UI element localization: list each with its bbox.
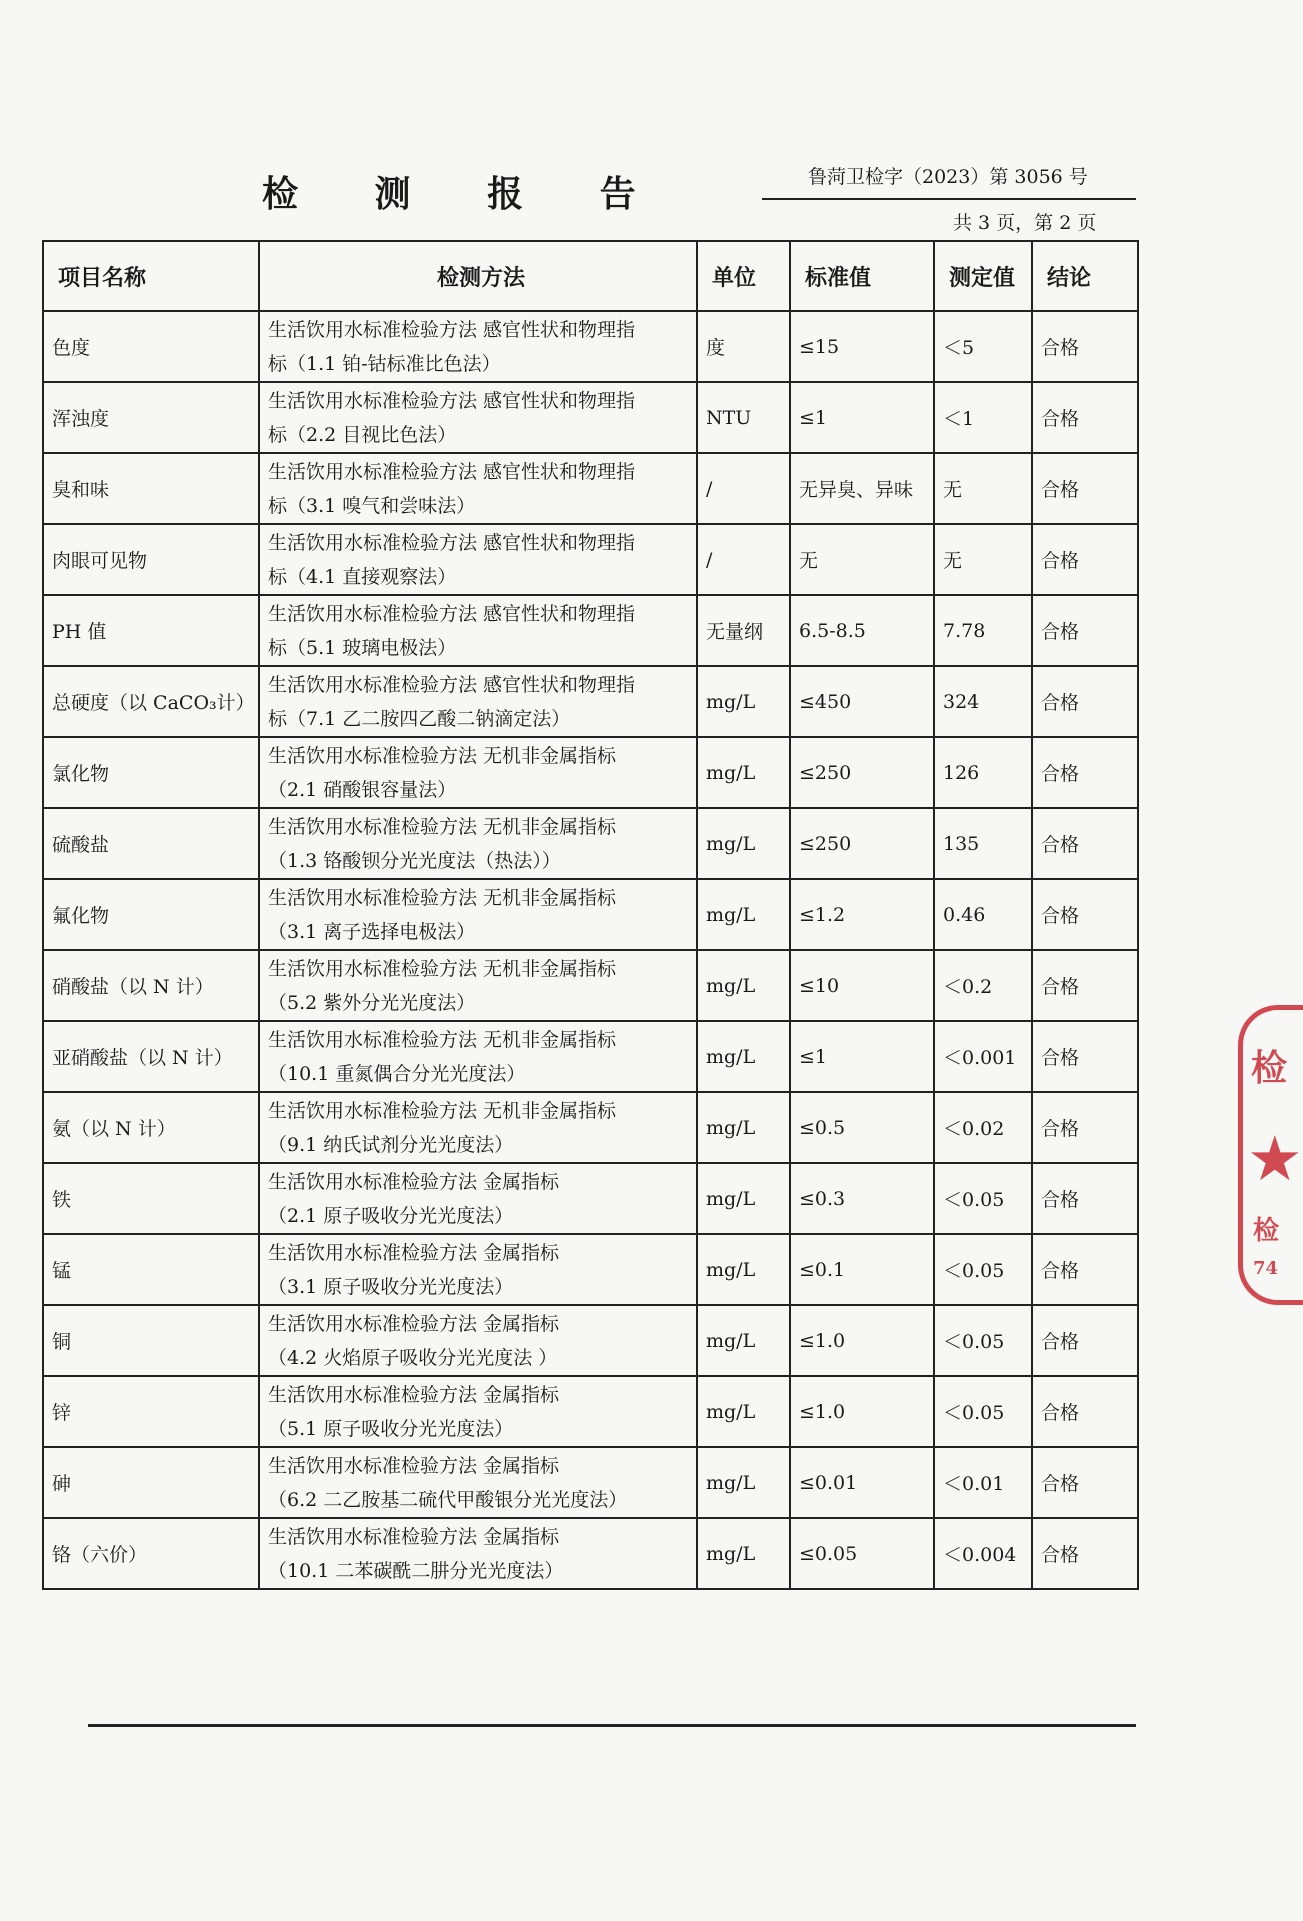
cell-standard: ≤1.0	[790, 1376, 934, 1447]
cell-item: 浑浊度	[43, 382, 259, 453]
method-line: 生活饮用水标准检验方法 金属指标	[268, 1312, 560, 1335]
method-line: （10.1 二苯碳酰二肼分光光度法）	[268, 1559, 564, 1582]
cell-standard: ≤250	[790, 737, 934, 808]
method-line: （4.2 火焰原子吸收分光光度法 ）	[268, 1346, 558, 1369]
cell-item: 氟化物	[43, 879, 259, 950]
column-header-method: 检测方法	[259, 241, 697, 311]
method-line: 生活饮用水标准检验方法 金属指标	[268, 1454, 560, 1477]
cell-standard: ≤0.1	[790, 1234, 934, 1305]
cell-result: 合格	[1032, 1234, 1138, 1305]
cell-measured: ＜0.004	[934, 1518, 1032, 1589]
cell-unit: 度	[697, 311, 790, 382]
cell-method	[259, 595, 697, 666]
header-divider	[762, 198, 1136, 200]
table-row	[43, 382, 1138, 453]
cell-measured: 126	[934, 737, 1032, 808]
cell-item: 铬（六价）	[43, 1518, 259, 1589]
cell-item: 铁	[43, 1163, 259, 1234]
method-line: 生活饮用水标准检验方法 金属指标	[268, 1383, 560, 1406]
cell-method	[259, 1305, 697, 1376]
cell-standard: ≤1	[790, 382, 934, 453]
method-line: （9.1 纳氏试剂分光光度法）	[268, 1133, 514, 1156]
cell-measured: 0.46	[934, 879, 1032, 950]
cell-standard: ≤1.0	[790, 1305, 934, 1376]
seal-text-mid: 检	[1253, 1216, 1280, 1246]
method-line: 生活饮用水标准检验方法 金属指标	[268, 1170, 560, 1193]
method-line: 生活饮用水标准检验方法 金属指标	[268, 1525, 560, 1548]
cell-unit: /	[697, 524, 790, 595]
cell-result: 合格	[1032, 382, 1138, 453]
cell-unit: /	[697, 453, 790, 524]
report-number: 鲁菏卫检字（2023）第 3056 号	[808, 166, 1088, 188]
cell-item: 肉眼可见物	[43, 524, 259, 595]
cell-method	[259, 666, 697, 737]
table-row	[43, 808, 1138, 879]
cell-item: 硝酸盐（以 N 计）	[43, 950, 259, 1021]
table-row	[43, 1092, 1138, 1163]
cell-measured: 135	[934, 808, 1032, 879]
method-line: 生活饮用水标准检验方法 无机非金属指标	[268, 1028, 617, 1051]
table-row	[43, 950, 1138, 1021]
method-line: 生活饮用水标准检验方法 无机非金属指标	[268, 1099, 617, 1122]
column-header-item: 项目名称	[43, 241, 259, 311]
page-info: 共 3 页，第 2 页	[953, 212, 1097, 234]
cell-unit: mg/L	[697, 737, 790, 808]
method-line: 标（5.1 玻璃电极法）	[268, 636, 457, 659]
cell-item: 砷	[43, 1447, 259, 1518]
method-line: （1.3 铬酸钡分光光度法（热法））	[268, 849, 561, 872]
table-header-row	[43, 241, 1138, 311]
cell-method	[259, 1021, 697, 1092]
cell-result: 合格	[1032, 666, 1138, 737]
inspection-seal	[1238, 1005, 1303, 1305]
table-row	[43, 1447, 1138, 1518]
cell-unit: mg/L	[697, 1234, 790, 1305]
cell-result: 合格	[1032, 595, 1138, 666]
method-line: （5.2 紫外分光光度法）	[268, 991, 476, 1014]
cell-result: 合格	[1032, 737, 1138, 808]
cell-method	[259, 1092, 697, 1163]
cell-item: 臭和味	[43, 453, 259, 524]
cell-unit: mg/L	[697, 1376, 790, 1447]
cell-unit: mg/L	[697, 1447, 790, 1518]
method-line: 生活饮用水标准检验方法 感官性状和物理指	[268, 389, 636, 412]
cell-unit: mg/L	[697, 1518, 790, 1589]
cell-item: 色度	[43, 311, 259, 382]
cell-measured: ＜0.05	[934, 1163, 1032, 1234]
cell-unit: mg/L	[697, 950, 790, 1021]
table-row	[43, 1305, 1138, 1376]
cell-result: 合格	[1032, 1518, 1138, 1589]
cell-standard: 无异臭、异味	[790, 453, 934, 524]
cell-measured: ＜0.05	[934, 1376, 1032, 1447]
cell-unit: mg/L	[697, 1021, 790, 1092]
cell-result: 合格	[1032, 808, 1138, 879]
results-table	[42, 240, 1139, 1590]
method-line: 标（7.1 乙二胺四乙酸二钠滴定法）	[268, 707, 571, 730]
cell-result: 合格	[1032, 1447, 1138, 1518]
method-line: 生活饮用水标准检验方法 金属指标	[268, 1241, 560, 1264]
table-row	[43, 1376, 1138, 1447]
table-row	[43, 1234, 1138, 1305]
method-line: （2.1 原子吸收分光光度法）	[268, 1204, 514, 1227]
method-line: （10.1 重氮偶合分光光度法）	[268, 1062, 526, 1085]
cell-measured: ＜0.001	[934, 1021, 1032, 1092]
table-row	[43, 1021, 1138, 1092]
cell-standard: ≤10	[790, 950, 934, 1021]
column-header-standard: 标准值	[790, 241, 934, 311]
cell-measured: ＜1	[934, 382, 1032, 453]
cell-item: 总硬度（以 CaCO₃计）	[43, 666, 259, 737]
cell-standard: 无	[790, 524, 934, 595]
cell-standard: ≤250	[790, 808, 934, 879]
table-row	[43, 524, 1138, 595]
cell-result: 合格	[1032, 950, 1138, 1021]
cell-method	[259, 524, 697, 595]
cell-measured: ＜0.02	[934, 1092, 1032, 1163]
cell-standard: ≤15	[790, 311, 934, 382]
cell-method	[259, 1518, 697, 1589]
cell-result: 合格	[1032, 1376, 1138, 1447]
method-line: 生活饮用水标准检验方法 无机非金属指标	[268, 744, 617, 767]
table-row	[43, 595, 1138, 666]
cell-result: 合格	[1032, 1021, 1138, 1092]
method-line: （6.2 二乙胺基二硫代甲酸银分光光度法）	[268, 1488, 628, 1511]
cell-result: 合格	[1032, 1305, 1138, 1376]
column-header-measured: 测定值	[934, 241, 1032, 311]
report-title: 检 测 报 告	[262, 173, 668, 215]
method-line: 生活饮用水标准检验方法 感官性状和物理指	[268, 602, 636, 625]
table-row	[43, 879, 1138, 950]
cell-unit: mg/L	[697, 1163, 790, 1234]
cell-item: 铜	[43, 1305, 259, 1376]
cell-unit: mg/L	[697, 1092, 790, 1163]
cell-result: 合格	[1032, 879, 1138, 950]
cell-unit: mg/L	[697, 1305, 790, 1376]
cell-standard: ≤0.3	[790, 1163, 934, 1234]
cell-method	[259, 1376, 697, 1447]
method-line: （2.1 硝酸银容量法）	[268, 778, 457, 801]
cell-measured: ＜0.05	[934, 1305, 1032, 1376]
cell-result: 合格	[1032, 311, 1138, 382]
cell-item: 氯化物	[43, 737, 259, 808]
cell-standard: 6.5-8.5	[790, 595, 934, 666]
cell-measured: ＜0.05	[934, 1234, 1032, 1305]
cell-unit: NTU	[697, 382, 790, 453]
method-line: 生活饮用水标准检验方法 无机非金属指标	[268, 815, 617, 838]
method-line: 标（2.2 目视比色法）	[268, 423, 457, 446]
cell-method	[259, 950, 697, 1021]
method-line: 生活饮用水标准检验方法 感官性状和物理指	[268, 673, 636, 696]
footer-divider	[88, 1724, 1136, 1727]
cell-standard: ≤0.05	[790, 1518, 934, 1589]
cell-unit: 无量纲	[697, 595, 790, 666]
cell-item: 亚硝酸盐（以 N 计）	[43, 1021, 259, 1092]
cell-method	[259, 382, 697, 453]
cell-standard: ≤450	[790, 666, 934, 737]
cell-result: 合格	[1032, 453, 1138, 524]
method-line: 生活饮用水标准检验方法 无机非金属指标	[268, 957, 617, 980]
cell-item: PH 值	[43, 595, 259, 666]
method-line: （5.1 原子吸收分光光度法）	[268, 1417, 514, 1440]
cell-method	[259, 1163, 697, 1234]
cell-method	[259, 311, 697, 382]
cell-method	[259, 808, 697, 879]
star-icon: ★	[1247, 1122, 1303, 1195]
cell-measured: 7.78	[934, 595, 1032, 666]
method-line: 生活饮用水标准检验方法 无机非金属指标	[268, 886, 617, 909]
cell-unit: mg/L	[697, 666, 790, 737]
cell-method	[259, 737, 697, 808]
method-line: 生活饮用水标准检验方法 感官性状和物理指	[268, 531, 636, 554]
cell-measured: ＜0.01	[934, 1447, 1032, 1518]
column-header-unit: 单位	[697, 241, 790, 311]
cell-result: 合格	[1032, 524, 1138, 595]
method-line: 标（3.1 嗅气和尝味法）	[268, 494, 476, 517]
cell-method	[259, 1234, 697, 1305]
cell-standard: ≤0.5	[790, 1092, 934, 1163]
table-row	[43, 737, 1138, 808]
method-line: 标（4.1 直接观察法）	[268, 565, 457, 588]
cell-measured: 324	[934, 666, 1032, 737]
seal-text-top: 检	[1251, 1047, 1288, 1089]
table-row	[43, 1163, 1138, 1234]
table-row	[43, 666, 1138, 737]
method-line: 生活饮用水标准检验方法 感官性状和物理指	[268, 460, 636, 483]
cell-item: 锰	[43, 1234, 259, 1305]
method-line: 标（1.1 铂-钴标准比色法）	[268, 352, 501, 375]
cell-measured: ＜0.2	[934, 950, 1032, 1021]
cell-item: 硫酸盐	[43, 808, 259, 879]
cell-method	[259, 1447, 697, 1518]
seal-text-bottom: 74	[1253, 1258, 1279, 1279]
cell-unit: mg/L	[697, 879, 790, 950]
column-header-result: 结论	[1032, 241, 1138, 311]
cell-result: 合格	[1032, 1163, 1138, 1234]
cell-item: 氨（以 N 计）	[43, 1092, 259, 1163]
cell-method	[259, 879, 697, 950]
cell-standard: ≤0.01	[790, 1447, 934, 1518]
cell-measured: 无	[934, 524, 1032, 595]
cell-standard: ≤1	[790, 1021, 934, 1092]
cell-method	[259, 453, 697, 524]
cell-measured: ＜5	[934, 311, 1032, 382]
cell-unit: mg/L	[697, 808, 790, 879]
cell-item: 锌	[43, 1376, 259, 1447]
method-line: （3.1 离子选择电极法）	[268, 920, 476, 943]
table-row	[43, 453, 1138, 524]
cell-measured: 无	[934, 453, 1032, 524]
table-row	[43, 311, 1138, 382]
table-row	[43, 1518, 1138, 1589]
cell-standard: ≤1.2	[790, 879, 934, 950]
method-line: 生活饮用水标准检验方法 感官性状和物理指	[268, 318, 636, 341]
method-line: （3.1 原子吸收分光光度法）	[268, 1275, 514, 1298]
cell-result: 合格	[1032, 1092, 1138, 1163]
